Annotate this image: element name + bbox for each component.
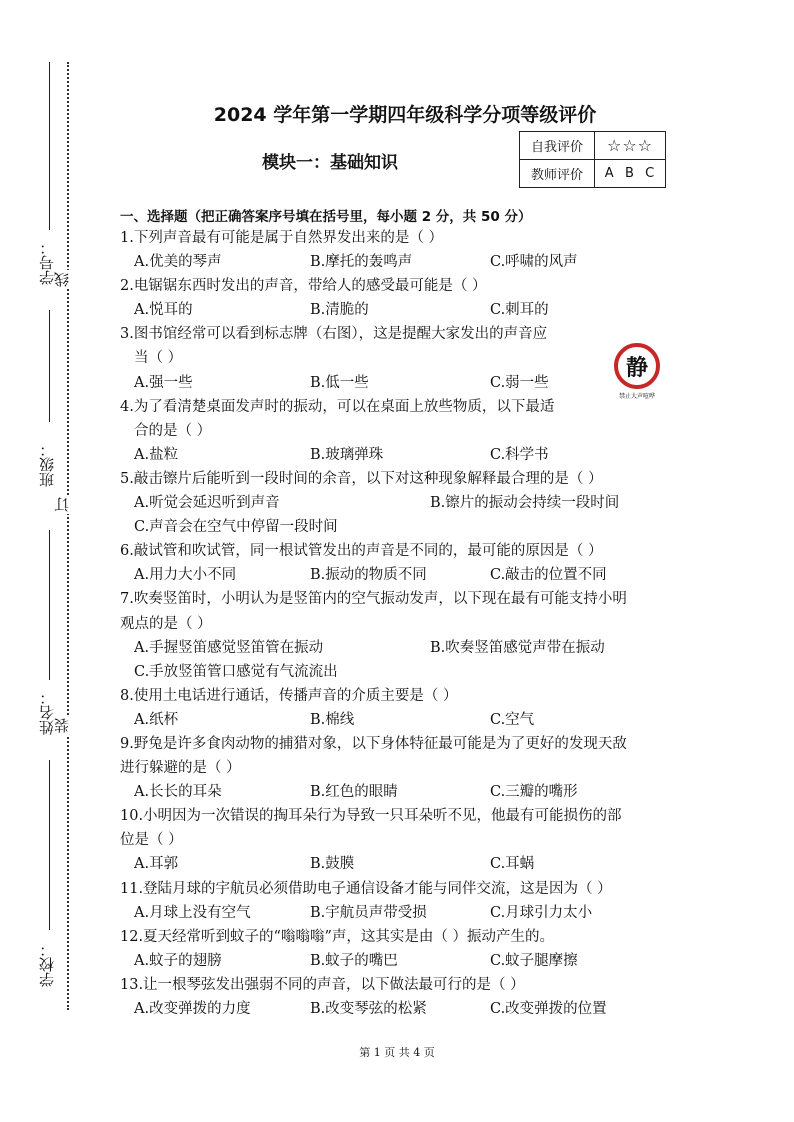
answer-option[interactable]: A.强一些 (134, 374, 193, 391)
class-label: 班级： (38, 442, 56, 487)
answer-option[interactable]: A.纸杯 (134, 711, 179, 728)
answer-option[interactable]: B.振动的物质不同 (310, 567, 427, 584)
question-stem: 11.登陆月球的宇航员必须借助电子通信设备才能与同伴交流，这是因为（ ） (120, 880, 612, 897)
answer-option[interactable]: B.鼓膜 (310, 856, 355, 873)
answer-option[interactable]: B.低一些 (310, 374, 369, 391)
question-stem: 观点的是（ ） (120, 615, 212, 632)
question-stem: 1.下列声音最有可能是属于自然界发出来的是（ ） (120, 230, 443, 246)
answer-option[interactable]: A.手握竖笛感觉竖笛管在振动 (134, 639, 324, 656)
seal-mark-xian: 线 (53, 272, 71, 287)
question-stem: 3.图书馆经常可以看到标志牌（右图），这是提醒大家发出的声音应 (120, 326, 548, 343)
answer-option[interactable]: B.玻璃弹珠 (310, 446, 384, 463)
name-label: 姓名： (38, 690, 56, 735)
answer-option[interactable]: C.敲击的位置不同 (490, 567, 607, 584)
options-row (120, 515, 690, 539)
seal-mark-ding: 订 (53, 497, 71, 512)
answer-option[interactable]: C.耳蜗 (490, 856, 535, 873)
answer-option[interactable]: B.棉线 (310, 711, 355, 728)
options-row (120, 660, 690, 684)
answer-option[interactable]: C.三瓣的嘴形 (490, 784, 578, 801)
answer-option[interactable]: C.手放竖笛管口感觉有气流流出 (134, 663, 338, 680)
options-row (120, 780, 690, 804)
exam-title: 2024 学年第一学期四年级科学分项等级评价 (213, 104, 597, 126)
question-stem: 5.敲击镲片后能听到一段时间的余音，以下对这种现象解释最合理的是（ ） (120, 470, 603, 487)
answer-option[interactable]: A.盐粒 (134, 446, 179, 463)
options-row (120, 491, 690, 515)
options-row (120, 636, 690, 660)
question-stem: 2.电锯锯东西时发出的声音，带给人的感受最可能是（ ） (120, 278, 487, 295)
answer-option[interactable]: C.空气 (490, 711, 535, 728)
options-row (120, 563, 690, 587)
options-row (120, 901, 690, 925)
answer-option[interactable]: A.蚊子的翅膀 (134, 952, 222, 969)
answer-option[interactable]: A.耳郭 (134, 856, 179, 873)
options-row (120, 298, 690, 322)
answer-option[interactable]: C.呼啸的风声 (490, 254, 578, 271)
answer-option[interactable]: B.宇航员声带受损 (310, 904, 427, 921)
answer-option[interactable]: B.镲片的振动会持续一段时间 (430, 495, 620, 512)
answer-option[interactable]: C.月球引力太小 (490, 904, 593, 921)
quiet-sign-icon: 静 (614, 343, 660, 389)
answer-option[interactable]: A.听觉会延迟听到声音 (134, 495, 280, 512)
question-stem: 当（ ） (134, 350, 183, 367)
evaluation-table (519, 131, 666, 188)
page-footer: 第 1 页 共 4 页 (359, 1046, 435, 1059)
question-stem: 6.敲试管和吹试管，同一根试管发出的声音是不同的，最可能的原因是（ ） (120, 543, 603, 560)
class-line[interactable] (49, 310, 50, 422)
school-label: 学校： (38, 942, 56, 987)
self-eval-stars[interactable]: ☆☆☆ (595, 132, 666, 160)
answer-option[interactable]: C.科学书 (490, 446, 549, 463)
answer-option[interactable]: C.弱一些 (490, 374, 549, 391)
quiet-sign-caption: 禁止大声喧哗 (618, 393, 655, 400)
question-stem: 13.让一根琴弦发出强弱不同的声音，以下做法最可行的是（ ） (120, 976, 525, 993)
answer-option[interactable]: C.声音会在空气中停留一段时间 (134, 519, 338, 536)
question-stem: 位是（ ） (120, 832, 183, 849)
answer-option[interactable]: A.用力大小不同 (134, 567, 237, 584)
seal-mark-zhuang: 装 (53, 718, 71, 733)
student-number-label: 学号： (38, 240, 56, 285)
answer-option[interactable]: B.吹奏竖笛感觉声带在振动 (430, 639, 605, 656)
answer-option[interactable]: C.刺耳的 (490, 302, 549, 319)
question-stem: 进行躲避的是（ ） (120, 760, 241, 777)
question-list (120, 226, 690, 1021)
answer-option[interactable]: A.改变弹拨的力度 (134, 1001, 251, 1017)
module-title: 模块一：基础知识 (262, 153, 398, 173)
options-row (120, 250, 690, 274)
answer-option[interactable]: B.蚊子的嘴巴 (310, 952, 398, 969)
answer-option[interactable]: C.蚊子腿摩擦 (490, 952, 578, 969)
question-stem: 4.为了看清楚桌面发声时的振动，可以在桌面上放些物质，以下最适 (120, 398, 555, 415)
options-row (120, 708, 690, 732)
question-stem: 7.吹奏竖笛时，小明认为是竖笛内的空气振动发声，以下现在最有可能支持小明 (120, 591, 627, 608)
teacher-eval-label: 教师评价 (520, 160, 595, 188)
question-stem: 10.小明因为一次错误的掏耳朵行为导致一只耳朵听不见，他最有可能损伤的部 (120, 808, 622, 825)
section-heading: 一、选择题（把正确答案序号填在括号里，每小题 2 分，共 50 分） (120, 209, 532, 225)
options-row (120, 371, 690, 395)
school-line[interactable] (49, 760, 50, 930)
question-stem: 8.使用土电话进行通话，传播声音的介质主要是（ ） (120, 687, 458, 704)
options-row (120, 949, 690, 973)
quiet-sign (612, 343, 662, 400)
binding-dotted-line (67, 62, 69, 1010)
answer-option[interactable]: A.悦耳的 (134, 302, 193, 319)
answer-option[interactable]: A.优美的琴声 (134, 254, 222, 271)
answer-option[interactable]: A.月球上没有空气 (134, 904, 251, 921)
self-eval-label: 自我评价 (520, 132, 595, 160)
answer-option[interactable]: B.红色的眼睛 (310, 784, 398, 801)
teacher-eval-grades[interactable]: A B C (595, 160, 666, 188)
answer-option[interactable]: C.改变弹拨的位置 (490, 1001, 607, 1017)
options-row (120, 997, 690, 1021)
name-line[interactable] (49, 530, 50, 680)
student-number-line[interactable] (49, 62, 50, 230)
answer-option[interactable]: A.长长的耳朵 (134, 784, 222, 801)
answer-option[interactable]: B.摩托的轰鸣声 (310, 254, 413, 271)
question-stem: 9.野兔是许多食肉动物的捕猎对象，以下身体特征最可能是为了更好的发现天敌 (120, 735, 627, 752)
answer-option[interactable]: B.清脆的 (310, 302, 369, 319)
question-stem: 12.夏天经常听到蚊子的“嗡嗡嗡”声，这其实是由（ ）振动产生的。 (120, 928, 554, 945)
options-row (120, 443, 690, 467)
options-row (120, 852, 690, 876)
answer-option[interactable]: B.改变琴弦的松紧 (310, 1001, 427, 1017)
question-stem: 合的是（ ） (134, 422, 212, 439)
